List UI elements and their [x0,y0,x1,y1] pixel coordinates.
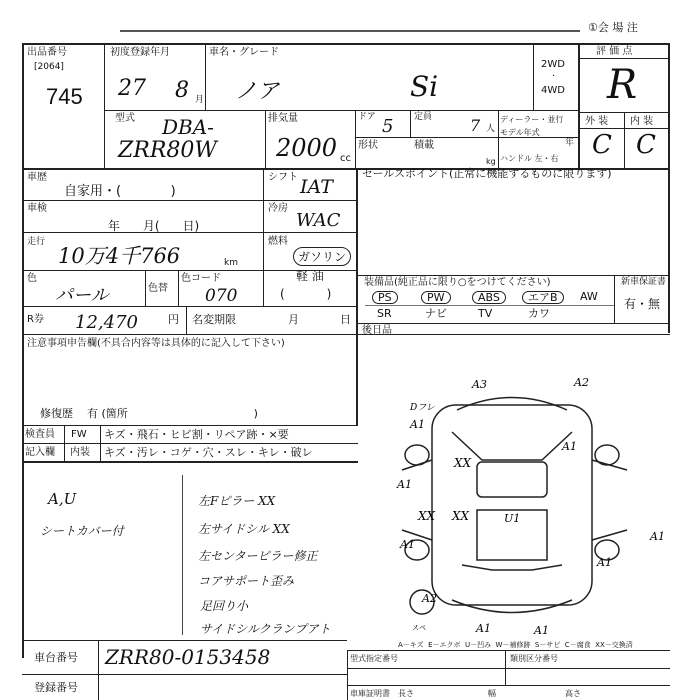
diagram-label-a1-rl: A1 [476,622,491,635]
repair-history: 修復歴 有 (箇所 ) [40,407,258,420]
chassis-label: 車台番号 [34,651,78,664]
doors-value: 5 [382,116,394,137]
sales-points-label: セールスポイント(正常に機能するものに限ります) [362,167,612,180]
model-year-label: モデル年式 [500,128,540,137]
color-change-label: 色替 [148,283,168,294]
color-code-label: 色コード [181,273,221,284]
shift-label: シフト [268,172,298,183]
equip-pw: PW [421,291,451,304]
diagram-legend: A－キズ E－エクボ U－凹み W－補修跡 S－サビ C－腐食 XX－交換済 [398,641,633,649]
lot-number: 745 [46,84,83,109]
cc-unit: cc [340,153,351,164]
top-right-label: ①会 場 注 [588,21,638,34]
note-right-6: サイドシルクランプアト [200,622,331,636]
color-value: パール [55,285,109,306]
car-name-label: 車名・グレード [209,47,279,58]
note-right-4: コアサポート歪み [198,574,295,588]
year-unit: 年 [565,138,575,148]
inspector-label: 検査員 [25,429,55,440]
diagram-label-a2-rear: A2 [422,592,437,605]
score-label: 評 価 点 [596,46,633,57]
recycle-value: 12,470 [75,312,138,333]
month-unit: 月 [195,95,205,105]
color-code-value: 070 [205,286,238,306]
displacement-label: 排気量 [268,113,298,124]
ac-label: 冷房 [268,203,288,214]
equip-tv: TV [478,307,493,320]
length-label: 長さ [398,689,414,698]
inspection-label: 車検 [27,203,47,214]
diagram-label-a3: A3 [472,378,487,391]
first-reg-year: 27 [118,76,146,101]
reg-number-label: 登録番号 [34,681,78,694]
diagram-label-a1-spare: A1 [597,556,612,569]
warranty-value: 有・無 [624,297,661,311]
equipment-label: 装備品(純正品に限り○をつけてください) [364,277,551,288]
shape-label: 形状 [358,140,378,151]
exterior-value: C [592,130,612,160]
note-left-2: シートカバー付 [40,524,124,538]
interior-label: 内 装 [630,116,654,127]
fuel-diesel: 軽 油 [296,269,324,283]
lot-label: 出品番号 [27,47,67,58]
entry-items: キズ・汚レ・コゲ・穴・スレ・キレ・破レ [104,446,313,459]
grade: Si [410,70,439,103]
equip-aw: AW [580,290,598,303]
note-right-3: 左センターピラー修正 [198,549,318,563]
recycle-label: R券 [27,314,44,325]
reg-month: 月 [288,313,299,326]
capacity-value: 7 [470,116,481,135]
inspector-items: キズ・飛石・ヒビ割・リペア跡・×要 [104,428,289,441]
diagram-label-frame: Dフレ [410,403,435,413]
displacement-value: 2000 [276,134,338,162]
warranty-label: 新車保証書 [621,277,667,287]
car-name: ノア [235,79,280,104]
notes-label: 注意事項申告欄(不具合内容等は具体的に記入して下さい) [27,338,285,349]
type-number-label: 型式指定番号 [350,654,398,663]
load-label: 積載 [414,140,434,151]
diagram-label-xx-2: XX [418,509,436,523]
yen-unit: 円 [168,313,179,326]
rear-seat-label: 後日品 [362,325,392,336]
diagram-label-a2-top: A2 [574,376,589,389]
reg-deadline-label: 名変期限 [192,313,236,326]
diagram-label-a1-r: A1 [650,530,665,543]
note-right-5: 足回り小 [200,599,249,613]
equip-sr: SR [377,307,392,320]
diagram-label-u1: U1 [504,512,521,525]
entry-label: 記入欄 [25,447,55,458]
exterior-label: 外 装 [585,116,609,127]
first-reg-label: 初度登録年月 [110,47,170,58]
kg-unit: kg [486,157,496,166]
fuel-label: 燃料 [268,236,288,247]
diagram-label-a1-l: A1 [400,538,415,551]
diagram-label-spare: スペ [412,624,426,632]
wd-dot: · [552,71,556,82]
diagram-label-a1-fl: A1 [410,418,425,431]
dealer-label: ディーラー・並行 [500,115,564,124]
note-right-1: 左Fピラー XX [198,494,276,508]
fuel-paren: ( ) [280,287,332,301]
first-reg-month: 8 [175,78,189,103]
mileage-label: 走行 [27,237,46,247]
chassis-value: ZRR80-0153458 [105,645,271,669]
class-number-label: 類別区分番号 [510,654,558,663]
lot-sub: [2064] [34,62,64,72]
model-label: 型式 [115,113,135,124]
entry-interior: 内装 [70,447,90,458]
interior-value: C [636,130,656,160]
garage-cert-label: 車庫証明書 [350,689,390,698]
shift-value: IAT [300,176,333,198]
diagram-label-c1: A1 [397,478,412,491]
note-left-1: A,U [48,490,77,508]
capacity-label: 定員 [414,112,433,122]
fuel-gas: ガソリン [293,247,351,266]
equip-ps: PS [372,291,398,304]
wd4-label: 4WD [541,85,565,96]
car-damage-diagram [392,370,677,640]
equip-abs: ABS [472,291,506,304]
model-line1: DBA- [162,115,214,139]
person-unit: 人 [486,124,496,134]
note-right-2: 左サイドシル XX [198,522,290,536]
diagram-label-xx-3: XX [452,509,470,523]
diagram-label-xx-1: XX [454,456,472,470]
height-label: 高さ [565,689,581,698]
diagram-label-a1-fr: A1 [562,440,577,453]
reg-day: 日 [340,313,351,326]
km-unit: km [224,258,238,268]
ac-value: WAC [296,210,341,231]
inspection-value: 年 月( 日) [108,219,200,233]
usage-value: 自家用・( ) [64,184,176,199]
mileage-value: 10万4千766 [58,244,181,268]
width-label: 幅 [488,689,496,698]
equip-leather: カワ [528,307,550,320]
diagram-label-a1-rr: A1 [534,624,549,637]
doors-label: ドア [358,112,376,122]
inspector-fw: FW [71,429,87,440]
model-line2: ZRR80W [118,138,218,163]
equip-navi: ナビ [425,307,447,320]
score-value: R [607,62,638,108]
usage-label: 車歴 [27,172,47,183]
equip-airbag: エアB [522,291,564,304]
handle-label: ハンドル 左・右 [500,154,559,163]
wd2-label: 2WD [541,59,565,70]
color-label: 色 [27,273,37,284]
